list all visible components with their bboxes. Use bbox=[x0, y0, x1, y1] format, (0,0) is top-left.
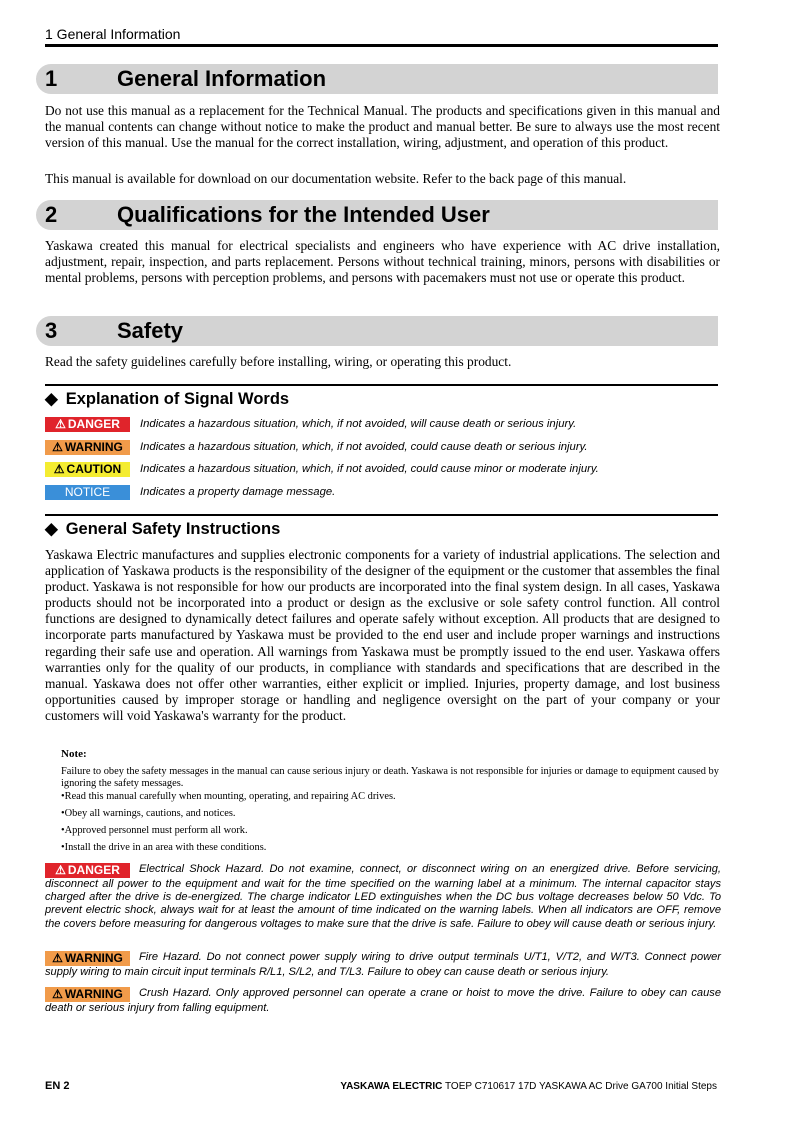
signal-words-heading bbox=[45, 389, 289, 409]
section-title: Qualifications for the Intended User bbox=[117, 202, 490, 227]
footer-brand: YASKAWA ELECTRIC bbox=[340, 1081, 443, 1092]
warning-triangle-icon: ⚠ bbox=[52, 440, 63, 454]
safety-intro: Read the safety guidelines carefully before installing, wiring, or operating this product. bbox=[45, 354, 512, 369]
signal-description: Indicates a property damage message. bbox=[140, 486, 336, 498]
general-info-paragraph: Do not use this manual as a replacement for the Technical Manual. The products and specifications given in this manual and the manual contents can change without notice to make the product and manual better. Be sure to always use the most recent version of this manual. Use the manual for the correct installation, wiring, adjustment, and operation of this product. bbox=[45, 103, 720, 151]
general-safety-paragraph: Yaskawa Electric manufactures and supplies electronic components for a variety of industrial applications. The selection and application of Yaskawa products is the responsibility of the designer of the equipment or the customer that assembles the final product. Yaskawa is not responsible for how our products are incorporated into the final system design. In all cases, Yaskawa products should not be incorporated into a product or design as the exclusive or sole safety control function. All control functions are designed to dynamically detect failures and operate safely without exception. All products that are designed to incorporate parts manufactured by Yaskawa must be provided to the end user and include proper warnings and instructions regarding their safe use and operation. All warnings from Yaskawa must be promptly issued to the end user. Yaskawa offers warranties only for the quality of our products, in compliance with standards and specifications that are described in the manual. Yaskawa does not offer other warranties, either explicit or implied. Injuries, property damage, and lost business opportunities caused by improper storage or handling and negligence oversight on the part of your company or your customers will void Yaskawa's warranty for the product. bbox=[45, 547, 720, 723]
hazard-text: Electrical Shock Hazard. Do not examine, connect, or disconnect wiring on an energized drive. Before servicing, disconnect all power to the equipment and wait for the time specified on the warning label at a minimum. The internal capacitor stays charged after the drive is de-energized. The charge indicator LED extinguishes when the DC bus voltage decreases below 50 Vdc. To prevent electric shock, always wait for at least the amount of time indicated on the warning labels. When all indicators are OFF, remove the covers before measuring for dangerous voltages to make sure that the drive is safe. Failure to obey will cause death or serious injury. bbox=[45, 863, 721, 930]
subsection-rule bbox=[45, 514, 718, 516]
note-text: Failure to obey the safety messages in the manual can cause serious injury or death. Yaskawa is not responsible for injuries or damage to equipment caused by ignoring the safety messages. bbox=[61, 766, 719, 790]
notice-badge: NOTICE bbox=[45, 485, 130, 500]
hazard-fire bbox=[45, 951, 721, 979]
warning-triangle-icon: ⚠ bbox=[52, 987, 63, 1001]
warning-triangle-icon: ⚠ bbox=[53, 462, 65, 476]
diamond-bullet-icon: ◆ bbox=[45, 520, 58, 538]
download-paragraph: This manual is available for download on our documentation website. Refer to the back page of this manual. bbox=[45, 171, 627, 186]
header-rule bbox=[45, 44, 718, 47]
section-number: 1 bbox=[45, 66, 58, 91]
page-number: EN 2 bbox=[45, 1080, 70, 1092]
section-heading-general-information bbox=[36, 64, 718, 94]
section-title: Safety bbox=[117, 318, 184, 343]
note-bullet: •Approved personnel must perform all work. bbox=[61, 825, 248, 836]
note-bullet: •Obey all warnings, cautions, and notices. bbox=[61, 808, 236, 819]
running-header: 1 General Information bbox=[45, 26, 181, 42]
signal-description: Indicates a hazardous situation, which, if not avoided, could cause death or serious injury. bbox=[140, 441, 588, 453]
hazard-text: Crush Hazard. Only approved personnel can operate a crane or hoist to move the drive. Failure to obey can cause death or serious injury from falling equipment. bbox=[45, 987, 721, 1014]
note-bullet: •Install the drive in an area with these conditions. bbox=[61, 842, 267, 853]
diamond-bullet-icon: ◆ bbox=[45, 390, 58, 408]
footer-document-info bbox=[340, 1081, 717, 1092]
warning-badge: ⚠ WARNING bbox=[45, 987, 130, 1002]
note-label: Note: bbox=[61, 748, 87, 760]
warning-badge: ⚠ WARNING bbox=[45, 440, 130, 455]
section-number: 3 bbox=[45, 318, 58, 343]
signal-description: Indicates a hazardous situation, which, if not avoided, could cause minor or moderate injury. bbox=[140, 463, 599, 475]
qualifications-paragraph: Yaskawa created this manual for electrical specialists and engineers who have experience with AC drive installation, adjustment, repair, inspection, and parts replacement. Persons without technical training, minors, persons with disabilities or mental problems, persons with perception problems, and persons with pacemakers must not use or operate this product. bbox=[45, 238, 720, 286]
subsection-title: General Safety Instructions bbox=[65, 520, 281, 538]
danger-badge: ⚠ DANGER bbox=[45, 863, 130, 878]
general-safety-heading bbox=[45, 519, 280, 539]
warning-badge: ⚠ WARNING bbox=[45, 951, 130, 966]
hazard-text: Fire Hazard. Do not connect power supply wiring to drive output terminals U/T1, V/T2, and W/T3. Connect power supply wiring to main circuit input terminals R/L1, S/L2, and T/L3. Failure to obey can cause death or serious injury. bbox=[45, 951, 721, 978]
signal-description: Indicates a hazardous situation, which, if not avoided, will cause death or serious injury. bbox=[140, 418, 577, 430]
warning-triangle-icon: ⚠ bbox=[55, 417, 66, 431]
footer-doc-title: TOEP C710617 17D YASKAWA AC Drive GA700 Initial Steps bbox=[445, 1081, 717, 1092]
warning-triangle-icon: ⚠ bbox=[55, 863, 66, 877]
section-heading-safety bbox=[36, 316, 718, 346]
section-number: 2 bbox=[45, 202, 58, 227]
subsection-title: Explanation of Signal Words bbox=[65, 390, 290, 408]
subsection-rule bbox=[45, 384, 718, 386]
warning-triangle-icon: ⚠ bbox=[52, 951, 63, 965]
hazard-electrical-shock bbox=[45, 863, 721, 931]
section-title: General Information bbox=[117, 66, 327, 91]
section-heading-qualifications bbox=[36, 200, 718, 230]
caution-badge: ⚠ CAUTION bbox=[45, 462, 130, 477]
danger-badge: ⚠ DANGER bbox=[45, 417, 130, 432]
note-bullet: •Read this manual carefully when mounting, operating, and repairing AC drives. bbox=[61, 791, 396, 802]
hazard-crush bbox=[45, 987, 721, 1015]
